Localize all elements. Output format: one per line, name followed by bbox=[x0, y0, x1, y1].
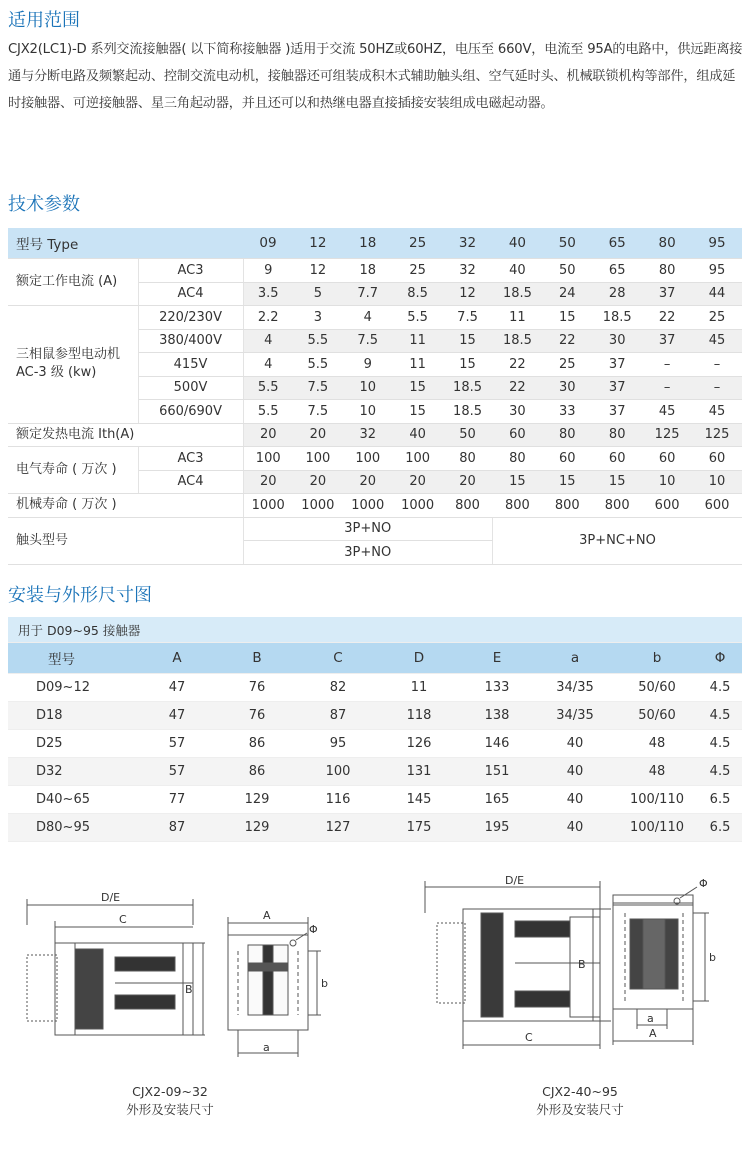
dimension-value-cell: D80~95 bbox=[8, 814, 138, 842]
spec-value-cell: 800 bbox=[492, 494, 542, 518]
label-b-small: b bbox=[321, 977, 328, 990]
spec-value-cell: 15 bbox=[592, 470, 642, 494]
spec-group-label: 额定发热电流 Ith(A) bbox=[8, 423, 243, 447]
spec-value-cell: 22 bbox=[642, 306, 692, 330]
spec-value-cell: 25 bbox=[542, 353, 592, 377]
spec-value-cell: 15 bbox=[443, 353, 493, 377]
label-phi: Φ bbox=[309, 923, 318, 936]
spec-value-cell: 4 bbox=[343, 306, 393, 330]
dimension-value-cell: 138 bbox=[460, 702, 534, 730]
contact-row bbox=[8, 517, 742, 541]
spec-value-cell: 60 bbox=[492, 423, 542, 447]
dimensions-row bbox=[8, 730, 742, 758]
dimension-value-cell: 145 bbox=[378, 786, 460, 814]
spec-value-cell: 10 bbox=[692, 470, 742, 494]
spec-value-cell: 25 bbox=[393, 259, 443, 283]
spec-value-cell: 100 bbox=[293, 447, 343, 471]
spec-value-cell: 100 bbox=[393, 447, 443, 471]
spec-value-cell: 33 bbox=[542, 400, 592, 424]
spec-value-cell: 5.5 bbox=[393, 306, 443, 330]
spec-value-cell: 80 bbox=[642, 259, 692, 283]
dimension-value-cell: 40 bbox=[534, 814, 616, 842]
drawing-large-subtitle: 外形及安装尺寸 bbox=[536, 1102, 624, 1117]
dimensions-header-row bbox=[8, 643, 742, 674]
spec-value-cell: 45 bbox=[692, 329, 742, 353]
dimension-value-cell: 175 bbox=[378, 814, 460, 842]
drawing-small-subtitle: 外形及安装尺寸 bbox=[126, 1102, 214, 1117]
spec-value-cell: 1000 bbox=[393, 494, 443, 518]
spec-value-cell: 11 bbox=[393, 353, 443, 377]
spec-value-cell: 15 bbox=[542, 470, 592, 494]
drawing-small-caption bbox=[95, 1083, 245, 1119]
drawing-small-contactor bbox=[15, 885, 335, 1070]
spec-value-cell: 20 bbox=[393, 470, 443, 494]
spec-sub-label: AC4 bbox=[138, 470, 243, 494]
spec-value-cell: 4 bbox=[243, 329, 293, 353]
scope-description: CJX2(LC1)-D 系列交流接触器( 以下简称接触器 )适用于交流 50HZ或60HZ，电压至 660V，电流至 95A的电路中，供远距离接通与分断电路及频繁起动、控制交流电动机，接触器还可组装成积木式辅助触头组、空气延时头、机械联锁机构等部件，组成延时接触器、可逆接触器、星三角起动器，并且还可以和热继电器直接插接安装组成电磁起动器。 bbox=[8, 42, 743, 111]
model-header-cell: 25 bbox=[393, 228, 443, 259]
spec-value-cell: 11 bbox=[393, 329, 443, 353]
spec-value-cell: 18.5 bbox=[492, 282, 542, 306]
dimension-value-cell: 118 bbox=[378, 702, 460, 730]
dimension-value-cell: 127 bbox=[298, 814, 378, 842]
dimension-value-cell: 48 bbox=[616, 730, 698, 758]
dimensions-title: 安装与外形尺寸图 bbox=[8, 585, 152, 606]
dimension-value-cell: 100 bbox=[298, 758, 378, 786]
spec-value-cell: 30 bbox=[492, 400, 542, 424]
spec-value-cell: 60 bbox=[542, 447, 592, 471]
spec-value-cell: 20 bbox=[293, 423, 343, 447]
dimension-value-cell: 4.5 bbox=[698, 730, 742, 758]
dimensions-row bbox=[8, 814, 742, 842]
spec-value-cell: 12 bbox=[443, 282, 493, 306]
dimension-value-cell: D40~65 bbox=[8, 786, 138, 814]
spec-value-cell: 32 bbox=[343, 423, 393, 447]
dimension-value-cell: 4.5 bbox=[698, 674, 742, 702]
dimension-header-cell: A bbox=[138, 643, 216, 674]
spec-value-cell: 8.5 bbox=[393, 282, 443, 306]
spec-value-cell: 12 bbox=[293, 259, 343, 283]
spec-value-cell: 9 bbox=[343, 353, 393, 377]
spec-value-cell: 32 bbox=[443, 259, 493, 283]
dimension-header-cell: B bbox=[216, 643, 298, 674]
spec-value-cell: 15 bbox=[492, 470, 542, 494]
model-header-cell: 09 bbox=[243, 228, 293, 259]
spec-group-label: 电气寿命 ( 万次 ) bbox=[8, 447, 138, 494]
drawing-small-model: CJX2-09~32 bbox=[132, 1084, 208, 1099]
spec-value-cell: 22 bbox=[492, 376, 542, 400]
spec-sub-label: 415V bbox=[138, 353, 243, 377]
spec-value-cell: 1000 bbox=[243, 494, 293, 518]
spec-value-cell: 5.5 bbox=[243, 376, 293, 400]
dimension-value-cell: 195 bbox=[460, 814, 534, 842]
spec-sub-label: 380/400V bbox=[138, 329, 243, 353]
spec-value-cell: – bbox=[642, 353, 692, 377]
dimension-value-cell: 165 bbox=[460, 786, 534, 814]
label-b-big: B bbox=[578, 958, 586, 971]
spec-value-cell: 20 bbox=[243, 423, 293, 447]
specs-row bbox=[8, 259, 742, 283]
spec-sub-label: 660/690V bbox=[138, 400, 243, 424]
technical-parameters-table bbox=[8, 228, 742, 565]
spec-value-cell: 9 bbox=[243, 259, 293, 283]
label-a-big: A bbox=[263, 909, 271, 922]
spec-value-cell: 20 bbox=[443, 470, 493, 494]
dimension-value-cell: 6.5 bbox=[698, 786, 742, 814]
dimension-header-cell: b bbox=[616, 643, 698, 674]
spec-value-cell: 30 bbox=[542, 376, 592, 400]
label-phi: Φ bbox=[699, 877, 708, 890]
dimension-value-cell: 116 bbox=[298, 786, 378, 814]
label-de: D/E bbox=[101, 891, 121, 904]
spec-value-cell: 60 bbox=[642, 447, 692, 471]
spec-value-cell: 40 bbox=[393, 423, 443, 447]
spec-value-cell: 10 bbox=[642, 470, 692, 494]
spec-value-cell: 600 bbox=[692, 494, 742, 518]
specs-title: 技术参数 bbox=[8, 194, 80, 215]
spec-value-cell: 30 bbox=[592, 329, 642, 353]
dimension-value-cell: 126 bbox=[378, 730, 460, 758]
spec-sub-label: AC4 bbox=[138, 282, 243, 306]
model-header-cell: 40 bbox=[492, 228, 542, 259]
specs-row bbox=[8, 423, 742, 447]
spec-sub-label: 500V bbox=[138, 376, 243, 400]
spec-value-cell: 1000 bbox=[293, 494, 343, 518]
dimension-value-cell: 86 bbox=[216, 758, 298, 786]
drawing-large-contactor bbox=[415, 873, 740, 1063]
dimension-value-cell: 34/35 bbox=[534, 702, 616, 730]
label-b-small: b bbox=[709, 951, 716, 964]
dimension-value-cell: 57 bbox=[138, 730, 216, 758]
spec-group-label: 机械寿命 ( 万次 ) bbox=[8, 494, 243, 518]
dimension-value-cell: 151 bbox=[460, 758, 534, 786]
spec-value-cell: 22 bbox=[492, 353, 542, 377]
spec-value-cell: 600 bbox=[642, 494, 692, 518]
spec-value-cell: 80 bbox=[492, 447, 542, 471]
spec-value-cell: 15 bbox=[443, 329, 493, 353]
dimensions-row bbox=[8, 786, 742, 814]
spec-value-cell: 5.5 bbox=[293, 353, 343, 377]
spec-value-cell: 3.5 bbox=[243, 282, 293, 306]
dimensions-row bbox=[8, 702, 742, 730]
contact-left-top: 3P+NO bbox=[243, 517, 492, 541]
spec-value-cell: 37 bbox=[592, 376, 642, 400]
spec-value-cell: 20 bbox=[293, 470, 343, 494]
spec-value-cell: 50 bbox=[443, 423, 493, 447]
spec-value-cell: 24 bbox=[542, 282, 592, 306]
contact-right: 3P+NC+NO bbox=[492, 517, 742, 564]
spec-value-cell: 11 bbox=[492, 306, 542, 330]
spec-value-cell: 37 bbox=[642, 329, 692, 353]
spec-value-cell: 80 bbox=[592, 423, 642, 447]
spec-value-cell: 20 bbox=[343, 470, 393, 494]
specs-header-row bbox=[8, 228, 742, 259]
spec-sub-label: AC3 bbox=[138, 259, 243, 283]
spec-value-cell: 800 bbox=[542, 494, 592, 518]
dimension-value-cell: 100/110 bbox=[616, 814, 698, 842]
model-header-cell: 65 bbox=[592, 228, 642, 259]
dimension-value-cell: 6.5 bbox=[698, 814, 742, 842]
label-de: D/E bbox=[505, 874, 525, 887]
model-header-cell: 95 bbox=[692, 228, 742, 259]
spec-value-cell: – bbox=[692, 376, 742, 400]
spec-sub-label: AC3 bbox=[138, 447, 243, 471]
specs-row bbox=[8, 447, 742, 471]
dimension-value-cell: 86 bbox=[216, 730, 298, 758]
spec-group-label: 三相鼠参型电动机 AC-3 级 (kw) bbox=[8, 306, 138, 424]
spec-value-cell: 15 bbox=[393, 376, 443, 400]
spec-value-cell: 125 bbox=[642, 423, 692, 447]
dimension-value-cell: 129 bbox=[216, 814, 298, 842]
spec-value-cell: 5 bbox=[293, 282, 343, 306]
spec-value-cell: 3 bbox=[293, 306, 343, 330]
spec-value-cell: 5.5 bbox=[243, 400, 293, 424]
dimension-value-cell: 47 bbox=[138, 702, 216, 730]
spec-value-cell: 125 bbox=[692, 423, 742, 447]
drawing-large-model: CJX2-40~95 bbox=[542, 1084, 618, 1099]
spec-value-cell: 95 bbox=[692, 259, 742, 283]
spec-value-cell: 7.5 bbox=[443, 306, 493, 330]
spec-value-cell: 60 bbox=[592, 447, 642, 471]
spec-value-cell: 7.5 bbox=[293, 376, 343, 400]
spec-value-cell: 4 bbox=[243, 353, 293, 377]
dimension-value-cell: 48 bbox=[616, 758, 698, 786]
spec-value-cell: 100 bbox=[243, 447, 293, 471]
dimension-value-cell: 50/60 bbox=[616, 674, 698, 702]
spec-value-cell: – bbox=[642, 376, 692, 400]
spec-value-cell: 15 bbox=[393, 400, 443, 424]
spec-value-cell: 18.5 bbox=[592, 306, 642, 330]
dimension-header-cell: E bbox=[460, 643, 534, 674]
model-header-cell: 18 bbox=[343, 228, 393, 259]
spec-value-cell: 37 bbox=[592, 353, 642, 377]
spec-value-cell: 2.2 bbox=[243, 306, 293, 330]
scope-title: 适用范围 bbox=[8, 10, 80, 31]
spec-value-cell: 15 bbox=[542, 306, 592, 330]
dimension-value-cell: D09~12 bbox=[8, 674, 138, 702]
dimension-value-cell: D18 bbox=[8, 702, 138, 730]
label-a-big: A bbox=[649, 1027, 657, 1040]
model-header-cell: 80 bbox=[642, 228, 692, 259]
spec-value-cell: 20 bbox=[243, 470, 293, 494]
spec-value-cell: 1000 bbox=[343, 494, 393, 518]
spec-value-cell: 18.5 bbox=[443, 376, 493, 400]
spec-value-cell: 800 bbox=[592, 494, 642, 518]
label-b-big: B bbox=[185, 983, 193, 996]
spec-value-cell: 60 bbox=[692, 447, 742, 471]
spec-value-cell: 18 bbox=[343, 259, 393, 283]
contact-label: 触头型号 bbox=[8, 517, 243, 564]
spec-value-cell: 40 bbox=[492, 259, 542, 283]
dimensions-table bbox=[8, 617, 742, 842]
spec-value-cell: 7.7 bbox=[343, 282, 393, 306]
spec-value-cell: 100 bbox=[343, 447, 393, 471]
specs-row bbox=[8, 306, 742, 330]
dimension-header-cell: a bbox=[534, 643, 616, 674]
dimension-value-cell: 50/60 bbox=[616, 702, 698, 730]
spec-value-cell: 45 bbox=[642, 400, 692, 424]
dimension-value-cell: 57 bbox=[138, 758, 216, 786]
spec-value-cell: 28 bbox=[592, 282, 642, 306]
dimension-value-cell: 11 bbox=[378, 674, 460, 702]
spec-value-cell: 18.5 bbox=[443, 400, 493, 424]
dimension-value-cell: 87 bbox=[138, 814, 216, 842]
dimensions-caption: 用于 D09~95 接触器 bbox=[8, 617, 742, 643]
dimensions-row bbox=[8, 758, 742, 786]
spec-sub-label: 220/230V bbox=[138, 306, 243, 330]
dimension-header-cell: Φ bbox=[698, 643, 742, 674]
dimension-value-cell: 129 bbox=[216, 786, 298, 814]
spec-value-cell: 10 bbox=[343, 400, 393, 424]
dimension-value-cell: D25 bbox=[8, 730, 138, 758]
dimension-value-cell: 40 bbox=[534, 730, 616, 758]
dimension-value-cell: 100/110 bbox=[616, 786, 698, 814]
spec-value-cell: 37 bbox=[592, 400, 642, 424]
model-header-cell: 12 bbox=[293, 228, 343, 259]
spec-value-cell: 5.5 bbox=[293, 329, 343, 353]
dimension-header-cell: 型号 bbox=[8, 643, 138, 674]
spec-value-cell: 80 bbox=[443, 447, 493, 471]
contact-left-bottom: 3P+NO bbox=[243, 541, 492, 565]
dimension-value-cell: 95 bbox=[298, 730, 378, 758]
spec-value-cell: 800 bbox=[443, 494, 493, 518]
dimension-value-cell: 76 bbox=[216, 702, 298, 730]
spec-value-cell: 80 bbox=[542, 423, 592, 447]
model-header-cell: 50 bbox=[542, 228, 592, 259]
dimension-value-cell: 34/35 bbox=[534, 674, 616, 702]
specs-row bbox=[8, 494, 742, 518]
dimension-header-cell: C bbox=[298, 643, 378, 674]
label-a-small: a bbox=[647, 1012, 654, 1025]
spec-value-cell: 7.5 bbox=[343, 329, 393, 353]
label-c: C bbox=[119, 913, 127, 926]
spec-group-label: 额定工作电流 (A) bbox=[8, 259, 138, 306]
dimension-header-cell: D bbox=[378, 643, 460, 674]
spec-value-cell: 50 bbox=[542, 259, 592, 283]
drawing-large-caption bbox=[505, 1083, 655, 1119]
label-c: C bbox=[525, 1031, 533, 1044]
spec-value-cell: 37 bbox=[642, 282, 692, 306]
dimension-value-cell: 82 bbox=[298, 674, 378, 702]
label-a-small: a bbox=[263, 1041, 270, 1054]
dimensions-caption-row bbox=[8, 617, 742, 643]
spec-value-cell: 65 bbox=[592, 259, 642, 283]
dimension-value-cell: 87 bbox=[298, 702, 378, 730]
spec-value-cell: 44 bbox=[692, 282, 742, 306]
spec-value-cell: – bbox=[692, 353, 742, 377]
dimension-value-cell: 131 bbox=[378, 758, 460, 786]
spec-value-cell: 7.5 bbox=[293, 400, 343, 424]
specs-header-label: 型号 Type bbox=[8, 228, 243, 259]
spec-value-cell: 18.5 bbox=[492, 329, 542, 353]
dimensions-row bbox=[8, 674, 742, 702]
dimension-value-cell: 133 bbox=[460, 674, 534, 702]
dimension-value-cell: 4.5 bbox=[698, 702, 742, 730]
spec-value-cell: 45 bbox=[692, 400, 742, 424]
dimension-value-cell: 146 bbox=[460, 730, 534, 758]
dimension-value-cell: D32 bbox=[8, 758, 138, 786]
spec-value-cell: 10 bbox=[343, 376, 393, 400]
dimension-value-cell: 40 bbox=[534, 758, 616, 786]
dimension-value-cell: 77 bbox=[138, 786, 216, 814]
spec-value-cell: 25 bbox=[692, 306, 742, 330]
dimension-value-cell: 40 bbox=[534, 786, 616, 814]
dimension-value-cell: 76 bbox=[216, 674, 298, 702]
model-header-cell: 32 bbox=[443, 228, 493, 259]
spec-value-cell: 22 bbox=[542, 329, 592, 353]
dimension-value-cell: 4.5 bbox=[698, 758, 742, 786]
dimension-value-cell: 47 bbox=[138, 674, 216, 702]
